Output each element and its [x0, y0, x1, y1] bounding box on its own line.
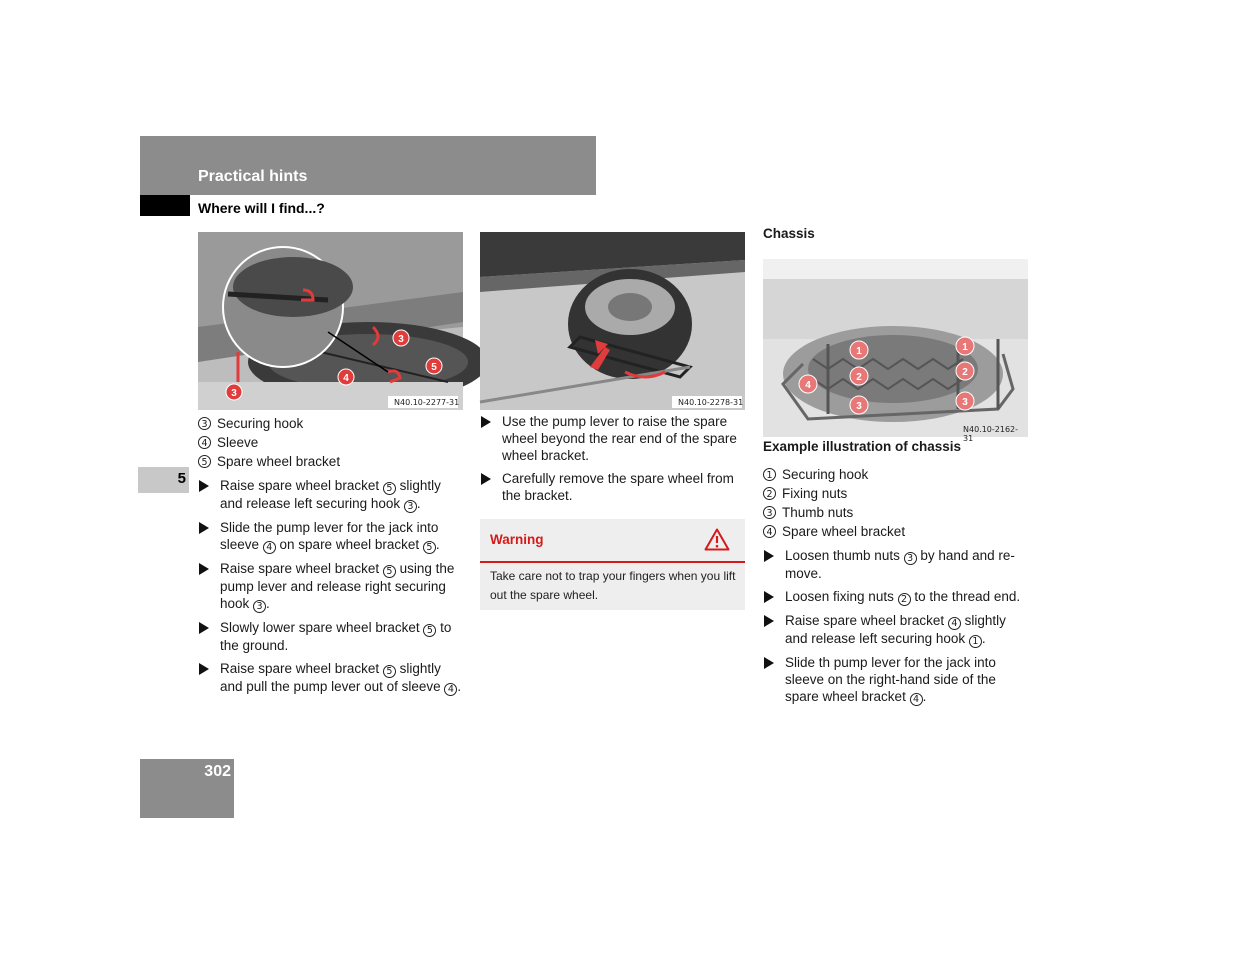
callout-2: 2 [856, 372, 862, 383]
bullet-arrow-icon [199, 663, 209, 675]
legend-item: 2 Fixing nuts [763, 484, 1031, 503]
callout-1: 1 [856, 346, 862, 357]
instruction-step: Raise spare wheel bracket 5 slightly and pull the pump lever out of sleeve 4 . [198, 660, 466, 696]
callout-1: 1 [962, 342, 968, 353]
instruction-step: Slide th pump lever for the jack into sleeve on the right-hand side of the spare wheel bracket 4 . [763, 654, 1031, 706]
bullet-arrow-icon [481, 416, 491, 428]
legend-item: 4 Sleeve [198, 433, 466, 452]
warning-triangle-icon [704, 528, 730, 556]
instruction-step: Slide the pump lever for the jack into sleeve 4 on spare wheel bracket 5 . [198, 519, 466, 554]
instruction-step: Loosen fixing nuts 2 to the thread end. [763, 588, 1031, 606]
callout-4: 4 [343, 373, 349, 384]
instruction-step: Carefully remove the spare wheel from the bracket. [480, 470, 748, 504]
column-1 [198, 414, 466, 702]
chassis-heading: Chassis [763, 226, 815, 241]
header-bar [140, 136, 596, 195]
bullet-arrow-icon [764, 550, 774, 562]
instruction-step: Raise spare wheel bracket 5 slightly and release left securing hook 3 . [198, 477, 466, 513]
legend-item: 1 Securing hook [763, 465, 1031, 484]
callout-5: 5 [431, 362, 437, 373]
callout-4: 4 [805, 380, 811, 391]
subsection-title: Where will I find...? [198, 200, 325, 216]
chapter-number: 5 [177, 470, 186, 487]
bullet-arrow-icon [481, 473, 491, 485]
instruction-step: Raise spare wheel bracket 4 slightly and release left securing hook 1 . [763, 612, 1031, 648]
page-number: 302 [204, 763, 231, 780]
callout-2: 2 [962, 367, 968, 378]
callout-3: 3 [398, 334, 404, 345]
bullet-arrow-icon [764, 615, 774, 627]
bullet-arrow-icon [199, 522, 209, 534]
image-reference: N40.10-2277-31 [394, 398, 460, 407]
instruction-step: Raise spare wheel bracket 5 using the pump lever and release right securing hook 3 . [198, 560, 466, 613]
bullet-arrow-icon [199, 480, 209, 492]
image-reference: N40.10-2162-31 [963, 425, 1019, 443]
photo-spare-wheel-bracket [198, 232, 463, 410]
instruction-step: Use the pump lever to raise the spare wheel beyond the rear end of the spare wheel bracket. [480, 413, 748, 464]
subsection-marker [140, 195, 190, 216]
illustration-caption: Example illustration of chassis [763, 439, 962, 454]
section-title: Practical hints [198, 168, 308, 185]
illustration-chassis [763, 259, 1028, 443]
legend-item: 5 Spare wheel bracket [198, 452, 466, 471]
callout-3: 3 [962, 397, 968, 408]
instruction-step: Slowly lower spare wheel bracket 5 to the ground. [198, 619, 466, 654]
photo-raise-spare-wheel [480, 232, 745, 410]
bullet-arrow-icon [199, 563, 209, 575]
legend-item: 3 Securing hook [198, 414, 466, 433]
callout-3: 3 [231, 388, 237, 399]
column-2 [480, 413, 748, 510]
warning-text: Take care not to trap your fingers when you lift out the spare wheel. [490, 569, 736, 602]
bullet-arrow-icon [199, 622, 209, 634]
warning-title: Warning [490, 532, 544, 547]
instruction-step: Loosen thumb nuts 3 by hand and re-move. [763, 547, 1031, 582]
column-3 [763, 465, 1031, 712]
legend-item: 3 Thumb nuts [763, 503, 1031, 522]
legend-item: 4 Spare wheel bracket [763, 522, 1031, 541]
bullet-arrow-icon [764, 657, 774, 669]
image-reference: N40.10-2278-31 [678, 398, 744, 407]
bullet-arrow-icon [764, 591, 774, 603]
callout-3: 3 [856, 401, 862, 412]
